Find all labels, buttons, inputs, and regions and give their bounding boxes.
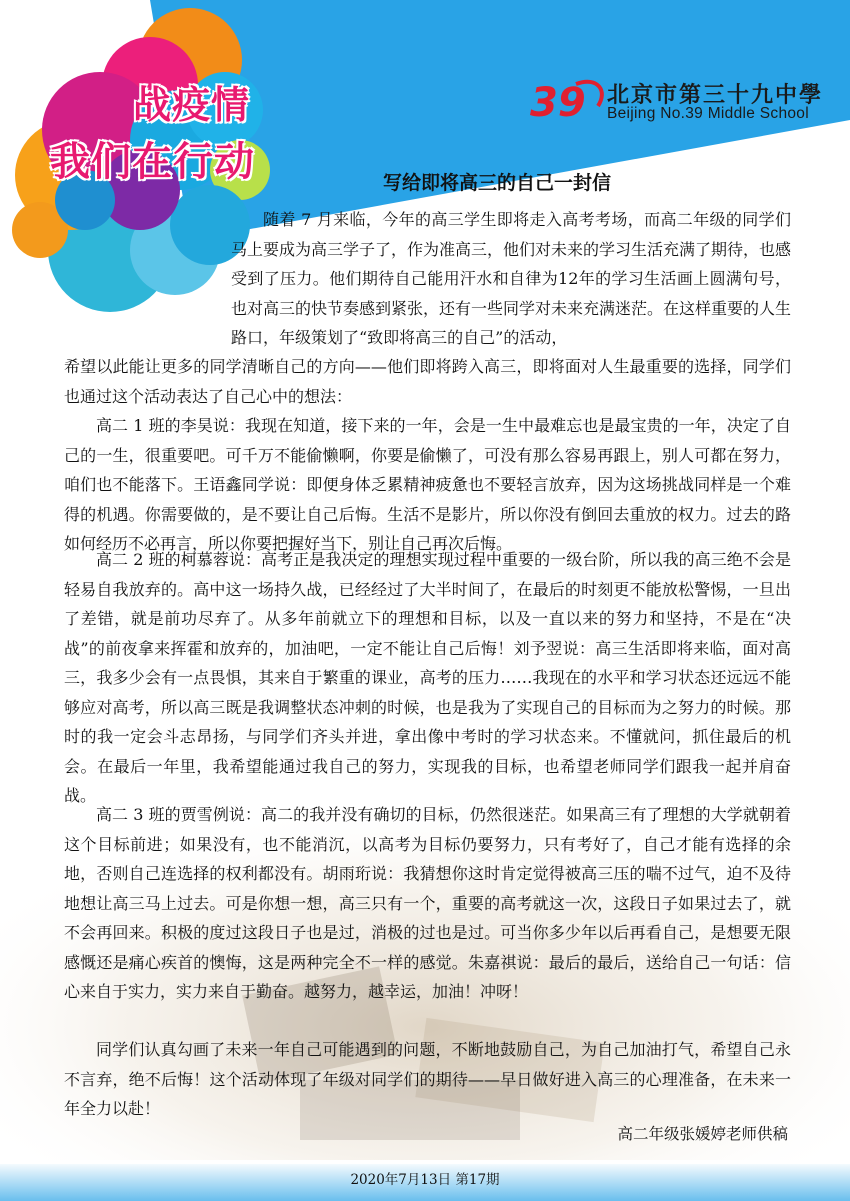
school-name-cn: 北京市第三十九中學 [607,83,824,108]
slogan-line-2: 我们在行动 [50,139,255,185]
slogan-line-1: 战疫情 [133,83,251,127]
paragraph-class-1: 高二 1 班的李昊说：我现在知道，接下来的一年，会是一生中最难忘也是最宝贵的一年，决定了自己的一生，很重要吧。可千万不能偷懒啊，你要是偷懒了，可没有那么容易再跟上，别人可都在努力，咱们也不能落下。王语鑫同学说：即便身体乏累精神疲惫也不要轻言放弃，因为这场挑战同样是一个难得的机遇。你需要做的，是不要让自己后悔。生活不是影片，所以你没有倒回去重放的权力。过去的路如何经历不必再言，所以你要把握好当下，别让自己再次后悔。 [64,416,791,553]
logo-number: 39 [530,80,586,126]
paragraph-conclusion: 同学们认真勾画了未来一年自己可能遇到的问题，不断地鼓励自己，为自己加油打气，希望自己永不言弃，绝不后悔！这个活动体现了年级对同学们的期待——早日做好进入高三的心理准备，在未来一年全力以赴！ [64,1040,791,1118]
issue-date: 2020年7月13日 第17期 [350,1172,500,1188]
article-title: 写给即将高三的自己一封信 [383,172,612,194]
author-credit: 高二年级张媛婷老师供稿 [617,1125,788,1143]
paragraph-class-3: 高二 3 班的贾雪例说：高二的我并没有确切的目标，仍然很迷茫。如果高三有了理想的大学就朝着这个目标前进；如果没有，也不能消沉，以高考为目标仍要努力，只有考好了，自己才能有选择的余地，否则自己连选择的权利都没有。胡雨珩说：我猜想你这时肯定觉得被高三压的喘不过气，迫不及待地想让高三马上过去。可是你想一想，高三只有一个，重要的高考就这一次，这段日子如果过去了，就不会再回来。积极的度过这段日子也是过，消极的过也是过。可当你多少年以后再看自己，是想要无限感慨还是痛心疾首的懊悔，这是两种完全不一样的感觉。朱嘉祺说：最后的最后，送给自己一句话：信心来自于实力，实力来自于勤奋。越努力，越幸运，加油！冲呀！ [64,805,791,1001]
school-name-en: Beijing No.39 Middle School [607,105,809,122]
paragraph-intro: 随着 7 月来临，今年的高三学生即将走入高考考场，而高二年级的同学们马上要成为高三学子了，作为准高三，他们对未来的学习生活充满了期待，也感受到了压力。他们期待自己能用汗水和自律为12年的学习生活画上圆满句号，也对高三的快节奏感到紧张，还有一些同学对未来充满迷茫。在这样重要的人生路口，年级策划了“致即将高三的自己”的活动， [231,210,792,347]
paragraph-class-2: 高二 2 班的柯慕蓉说：高考正是我决定的理想实现过程中重要的一级台阶，所以我的高三绝不会是轻易自我放弃的。高中这一场持久战，已经经过了大半时间了，在最后的时刻更不能放松警惕，一旦出了差错，就是前功尽弃了。从多年前就立下的理想和目标，以及一直以来的努力和坚持，不是在“决战”的前夜拿来挥霍和放弃的，加油吧，一定不能让自己后悔！刘予翌说：高三生活即将来临，面对高三，我多少会有一点畏惧，其来自于繁重的课业，高考的压力……我现在的水平和学习状态还远远不能够应对高考，所以高三既是我调整状态冲刺的时候，也是我为了实现自己的目标而为之努力的时候。那时的我一定会斗志昂扬，与同学们齐头并进，拿出像中考时的学习状态来。不懂就问，抓住最后的机会。在最后一年里，我希望能通过我自己的努力，实现我的目标，也希望老师同学们跟我一起并肩奋战。 [64,550,791,805]
paragraph-intro-continued: 希望以此能让更多的同学清晰自己的方向——他们即将跨入高三，即将面对人生最重要的选择，同学们也通过这个活动表达了自己心中的想法： [64,357,791,406]
